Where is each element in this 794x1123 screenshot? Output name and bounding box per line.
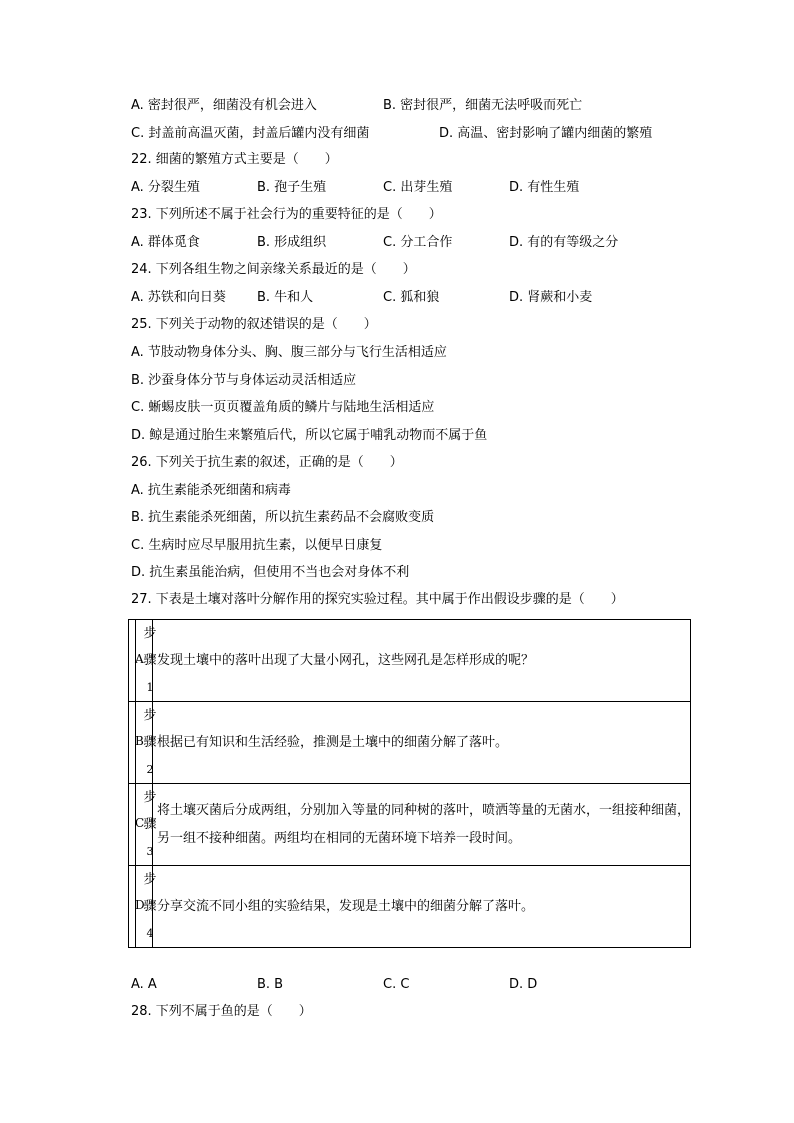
q25-option-b: B. 沙蚕身体分节与身体运动灵活相适应 — [131, 373, 357, 388]
q25-option-a: A. 节肢动物身体分头、胸、腹三部分与飞行生活相适应 — [131, 345, 447, 360]
q22-option-d: D. 有性生殖 — [509, 180, 580, 195]
q26-option-a: A. 抗生素能杀死细菌和病毒 — [131, 483, 291, 498]
step-number: 步 骤 4 — [143, 872, 157, 940]
q23-option-b: B. 形成组织 — [257, 235, 327, 250]
q25-stem: 25. 下列关于动物的叙述错误的是（ ） — [131, 317, 377, 332]
q27-option-c: C. C — [383, 977, 410, 992]
q26-option-d: D. 抗生素虽能治病，但使用不当也会对身体不利 — [131, 565, 410, 580]
row-label: C — [135, 816, 145, 830]
row-label: D — [135, 898, 145, 912]
q25-option-c: C. 蜥蜴皮肤一页页覆盖角质的鳞片与陆地生活相适应 — [131, 400, 435, 415]
experiment-table — [128, 619, 691, 948]
table-row — [129, 784, 691, 866]
table-row — [129, 620, 691, 702]
q23-option-a: A. 群体觅食 — [131, 235, 200, 250]
q28-stem: 28. 下列不属于鱼的是（ ） — [131, 1004, 312, 1019]
step-description: 将土壤灭菌后分成两组，分别加入等量的同种树的落叶，喷洒等量的无菌水，一组接种细菌，另一组不接种细菌。两组均在相同的无菌环境下培养一段时间。 — [153, 784, 691, 866]
q27-stem: 27. 下表是土壤对落叶分解作用的探究实验过程。其中属于作出假设步骤的是（ ） — [131, 592, 624, 607]
q24-option-b: B. 牛和人 — [257, 290, 314, 305]
q24-stem: 24. 下列各组生物之间亲缘关系最近的是（ ） — [131, 262, 416, 277]
q21-option-d: D. 高温、密封影响了罐内细菌的繁殖 — [439, 126, 653, 141]
table-row — [129, 866, 691, 948]
q27-option-d: D. D — [509, 977, 538, 992]
row-label: A — [135, 652, 144, 666]
q24-option-a: A. 苏铁和向日葵 — [131, 290, 226, 305]
step-number: 步 骤 3 — [143, 790, 157, 858]
step-number: 步 骤 1 — [143, 626, 157, 694]
q21-option-a: A. 密封很严，细菌没有机会进入 — [131, 98, 317, 113]
q23-option-d: D. 有的有等级之分 — [509, 235, 619, 250]
q23-option-c: C. 分工合作 — [383, 235, 453, 250]
q26-option-c: C. 生病时应尽早服用抗生素，以便早日康复 — [131, 538, 383, 553]
row-label: B — [135, 734, 144, 748]
step-description: 发现土壤中的落叶出现了大量小网孔，这些网孔是怎样形成的呢？ — [153, 620, 691, 702]
step-description: 分享交流不同小组的实验结果，发现是土壤中的细菌分解了落叶。 — [153, 866, 691, 948]
q22-option-b: B. 孢子生殖 — [257, 180, 327, 195]
q26-stem: 26. 下列关于抗生素的叙述，正确的是（ ） — [131, 455, 403, 470]
q23-stem: 23. 下列所述不属于社会行为的重要特征的是（ ） — [131, 207, 442, 222]
q24-option-c: C. 狐和狼 — [383, 290, 440, 305]
q22-option-a: A. 分裂生殖 — [131, 180, 200, 195]
table-row — [129, 702, 691, 784]
q21-option-c: C. 封盖前高温灭菌，封盖后罐内没有细菌 — [131, 126, 370, 141]
q25-option-d: D. 鲸是通过胎生来繁殖后代，所以它属于哺乳动物而不属于鱼 — [131, 428, 488, 443]
q21-option-b: B. 密封很严，细菌无法呼吸而死亡 — [383, 98, 583, 113]
q22-option-c: C. 出芽生殖 — [383, 180, 453, 195]
q27-option-a: A. A — [131, 977, 157, 992]
step-description: 根据已有知识和生活经验，推测是土壤中的细菌分解了落叶。 — [153, 702, 691, 784]
q26-option-b: B. 抗生素能杀死细菌，所以抗生素药品不会腐败变质 — [131, 510, 435, 525]
step-number: 步 骤 2 — [143, 708, 157, 776]
q22-stem: 22. 细菌的繁殖方式主要是（ ） — [131, 152, 338, 167]
q24-option-d: D. 肾蕨和小麦 — [509, 290, 593, 305]
q27-option-b: B. B — [257, 977, 284, 992]
